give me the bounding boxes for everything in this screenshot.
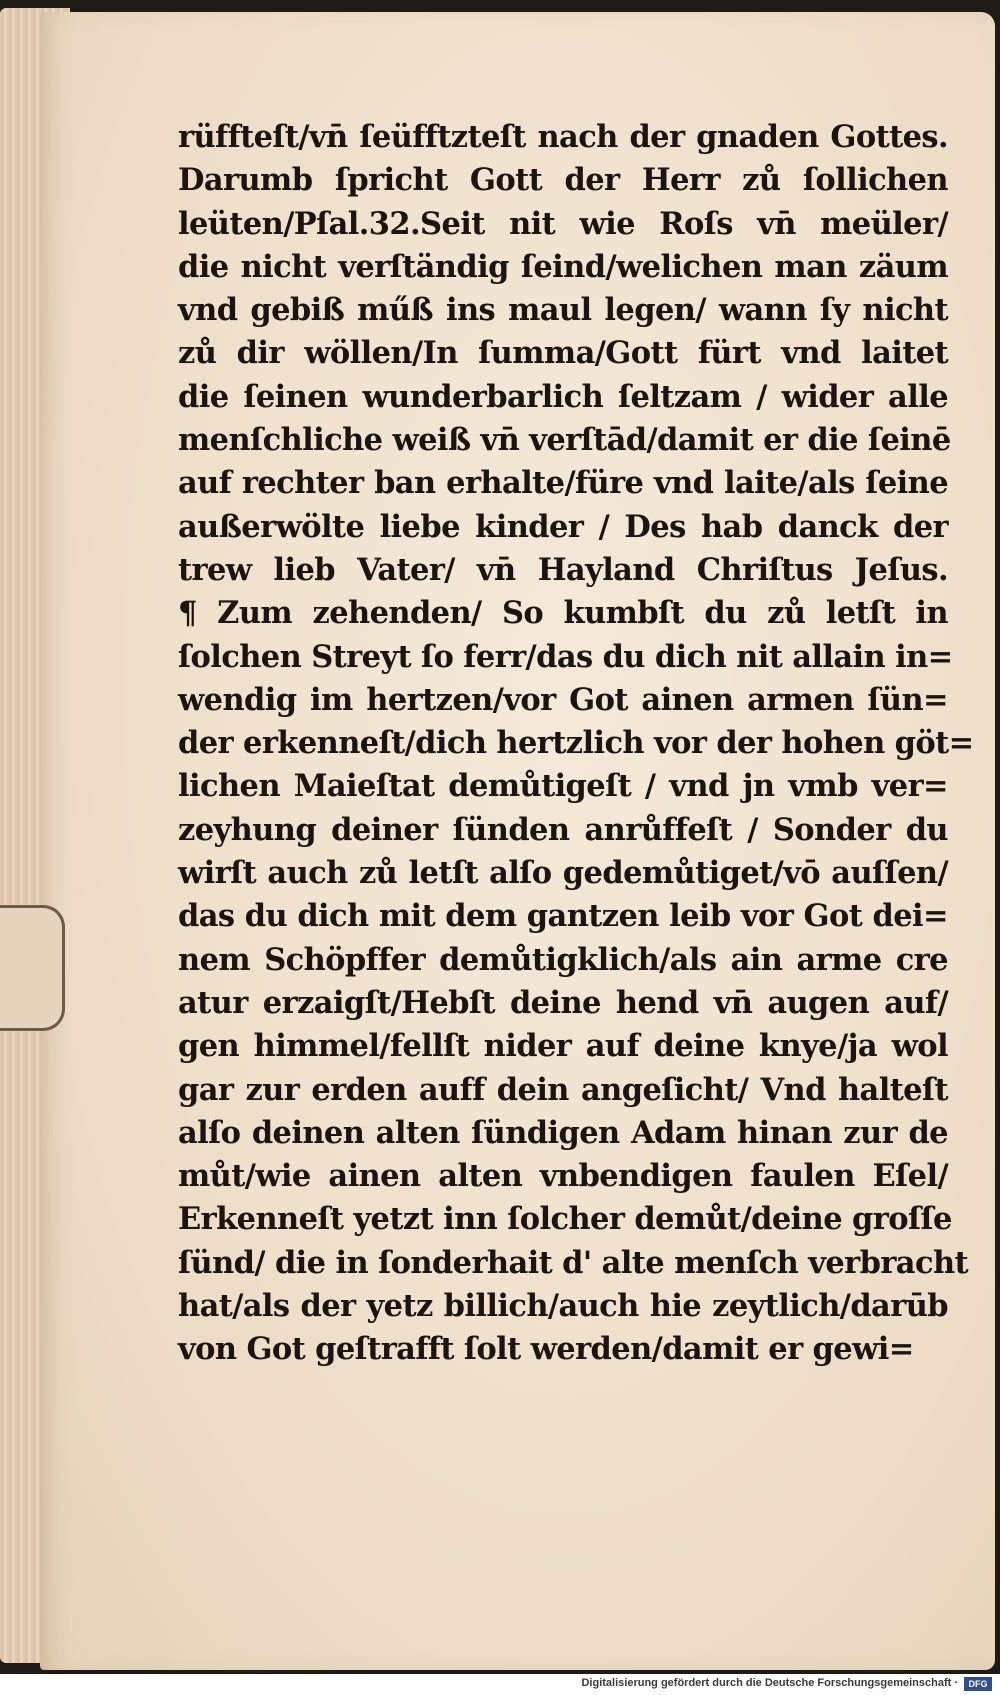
text-line: zů dir wöllen/In ſumma/Gott fürt vnd laitet — [178, 335, 948, 372]
text-line: auf rechter ban erhalte/füre vnd laite/als ſeine — [178, 465, 948, 502]
text-line: lichen Maieſtat demůtigeſt / vnd jn vmb ver= — [178, 768, 948, 805]
text-line: von Got geſtrafft ſolt werden/damit er gewi= — [178, 1331, 914, 1368]
text-line: Darumb ſpricht Gott der Herr zů ſollichen — [178, 162, 948, 199]
digitization-footer — [0, 1674, 1000, 1695]
text-line: außerwölte liebe kinder / Des hab danck der — [178, 508, 948, 545]
text-line: der erkenneſt/dich hertzlich vor der hohen göt= — [178, 725, 974, 762]
dfg-logo-icon: DFG — [964, 1677, 992, 1691]
text-line: Erkenneſt yetzt inn ſolcher demůt/deine groſſe — [178, 1201, 952, 1238]
text-line: leüten/Pſal.32.Seit nit wie Roſs vn̄ meüler/ — [178, 205, 948, 242]
text-line: hat/als der yetz billich/auch hie zeytlich/darūb — [178, 1288, 948, 1325]
text-line: die ſeinen wunderbarlich ſeltzam / wider alle — [178, 378, 948, 415]
text-line: wirſt auch zů letſt alſo gedemůtiget/vō auſſen/ — [178, 855, 948, 892]
page-clip-tab — [0, 905, 65, 1031]
text-line: gen himmel/fellſt nider auf deine knye/ja wol — [178, 1028, 948, 1065]
text-line: vnd gebiß műß ins maul legen/ wann ſy nicht — [178, 292, 948, 329]
text-line: wendig im hertzen/vor Got ainen armen ſün= — [178, 681, 948, 718]
text-line: ¶ Zum zehenden/ So kumbſt du zů letſt in — [178, 595, 948, 632]
text-line: můt/wie ainen alten vnbendigen faulen Eſel/ — [178, 1158, 948, 1195]
text-line: das du dich mit dem gantzen leib vor Got dei= — [178, 898, 948, 935]
text-line: rüffteſt/vn̄ ſeüfftzteſt nach der gnaden Gottes. — [178, 119, 948, 155]
text-line: die nicht verſtändig ſeind/welichen man zäum — [178, 248, 948, 285]
text-line: nem Schöpffer demůtigklich/als ain arme cre — [178, 941, 948, 978]
text-line: alſo deinen alten ſündigen Adam hinan zur de — [178, 1114, 948, 1151]
text-line: zeyhung deiner ſünden anrůffeſt / Sonder du — [178, 811, 948, 848]
text-line: ſünd/ die in ſonderhait d' alte menſch verbracht — [178, 1244, 969, 1281]
text-line: ſolchen Streyt ſo ferr/das du dich nit allain in= — [178, 638, 953, 675]
text-line: atur erzaigſt/Hebſt deine hend vn̄ augen auf/ — [178, 984, 948, 1021]
text-line: gar zur erden auff dein angeſicht/ Vnd halteſt — [178, 1071, 948, 1108]
text-line: menſchliche weiß vn̄ verſtād/damit er die ſeinē — [178, 422, 951, 459]
funding-credit: Digitalisierung gefördert durch die Deutsche Forschungsgemeinschaft · — [581, 1677, 958, 1689]
page-text — [178, 116, 974, 1372]
text-line: trew lieb Vater/ vn̄ Hayland Chriſtus Jeſus. — [178, 551, 948, 588]
